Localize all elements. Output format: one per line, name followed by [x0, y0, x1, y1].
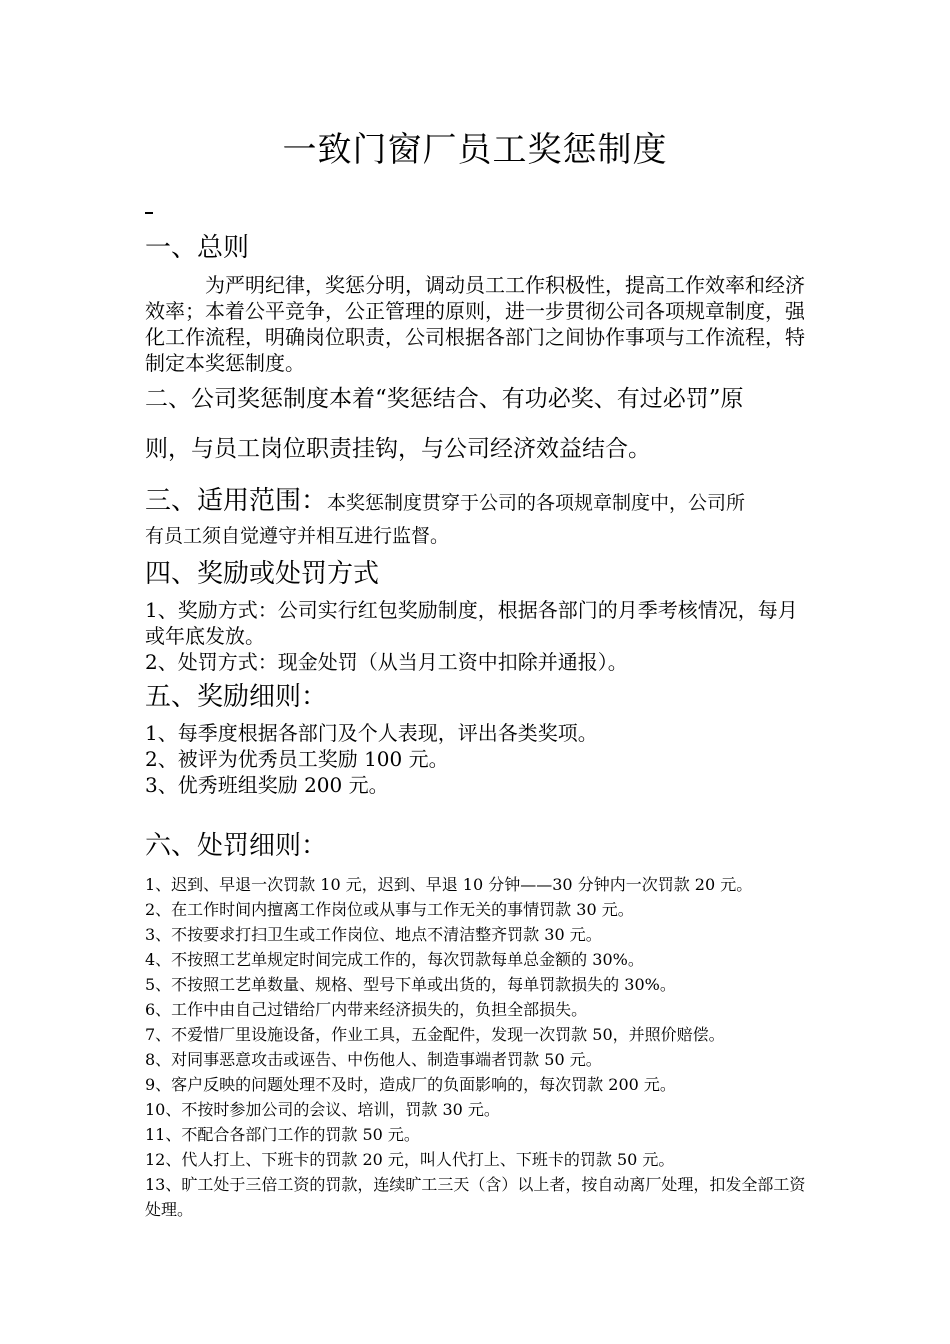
document-title: 一致门窗厂员工奖惩制度 [282, 130, 668, 170]
section-3-text: 本奖惩制度贯穿于公司的各项规章制度中，公司所 [327, 492, 746, 514]
section-1-body: 为严明纪律，奖惩分明，调动员工工作积极性，提高工作效率和经济效率；本着公平竞争，公正管理的原则，进一步贯彻公司各项规章制度，强化工作流程，明确岗位职责，公司根据各部门之间协作事项与工作流程，特制定本奖惩制度。 [145, 273, 805, 375]
section-3-line-2: 有员工须自觉遵守并相互进行监督。 [145, 525, 450, 547]
section-6-item-6: 6、工作中由自己过错给厂内带来经济损失的，负担全部损失。 [145, 1000, 588, 1019]
section-1-heading: 一、总则 [145, 233, 250, 263]
section-3-heading: 三、适用范围： [145, 486, 328, 516]
section-5-heading: 五、奖励细则： [145, 682, 328, 712]
section-6-item-3: 3、不按要求打扫卫生或工作岗位、地点不清洁整齐罚款 30 元。 [145, 925, 602, 944]
section-5-item-1: 1、每季度根据各部门及个人表现，评出各类奖项。 [145, 721, 598, 745]
section-2-line-1: 二、公司奖惩制度本着“奖惩结合、有功必奖、有过必罚”原 [145, 386, 744, 412]
section-5-item-2: 2、被评为优秀员工奖励 100 元。 [145, 747, 449, 771]
section-6-item-4: 4、不按照工艺单规定时间完成工作的，每次罚款每单总金额的 30%。 [145, 950, 644, 969]
section-3-line-1 [145, 484, 810, 520]
section-6-item-11: 11、不配合各部门工作的罚款 50 元。 [145, 1125, 420, 1144]
section-6-item-5: 5、不按照工艺单数量、规格、型号下单或出货的，每单罚款损失的 30%。 [145, 975, 676, 994]
section-6-item-7: 7、不爱惜厂里设施设备，作业工具，五金配件，发现一次罚款 50，并照价赔偿。 [145, 1025, 725, 1044]
cursor-mark [145, 212, 153, 214]
section-5-item-3: 3、优秀班组奖励 200 元。 [145, 773, 389, 797]
section-4-item-1: 1、奖励方式：公司实行红包奖励制度，根据各部门的月季考核情况，每月或年底发放。 [145, 598, 798, 648]
section-6-item-8: 8、对同事恶意攻击或诬告、中伤他人、制造事端者罚款 50 元。 [145, 1050, 602, 1069]
section-4-item-2: 2、处罚方式：现金处罚（从当月工资中扣除并通报）。 [145, 650, 628, 674]
section-6-item-1: 1、迟到、早退一次罚款 10 元，迟到、早退 10 分钟——30 分钟内一次罚款 20 元。 [145, 875, 753, 894]
section-6-heading: 六、处罚细则： [145, 831, 328, 861]
section-4-heading: 四、奖励或处罚方式 [145, 559, 380, 589]
section-6-item-9: 9、客户反映的问题处理不及时，造成厂的负面影响的，每次罚款 200 元。 [145, 1075, 676, 1094]
section-2-line-2: 则，与员工岗位职责挂钩，与公司经济效益结合。 [145, 436, 651, 462]
section-6-item-12: 12、代人打上、下班卡的罚款 20 元，叫人代打上、下班卡的罚款 50 元。 [145, 1150, 675, 1169]
section-6-item-2: 2、在工作时间内擅离工作岗位或从事与工作无关的事情罚款 30 元。 [145, 900, 634, 919]
section-6-item-13: 13、旷工处于三倍工资的罚款，连续旷工三天（含）以上者，按自动离厂处理，扣发全部工资处理。 [145, 1175, 806, 1219]
section-6-item-10: 10、不按时参加公司的会议、培训，罚款 30 元。 [145, 1100, 500, 1119]
